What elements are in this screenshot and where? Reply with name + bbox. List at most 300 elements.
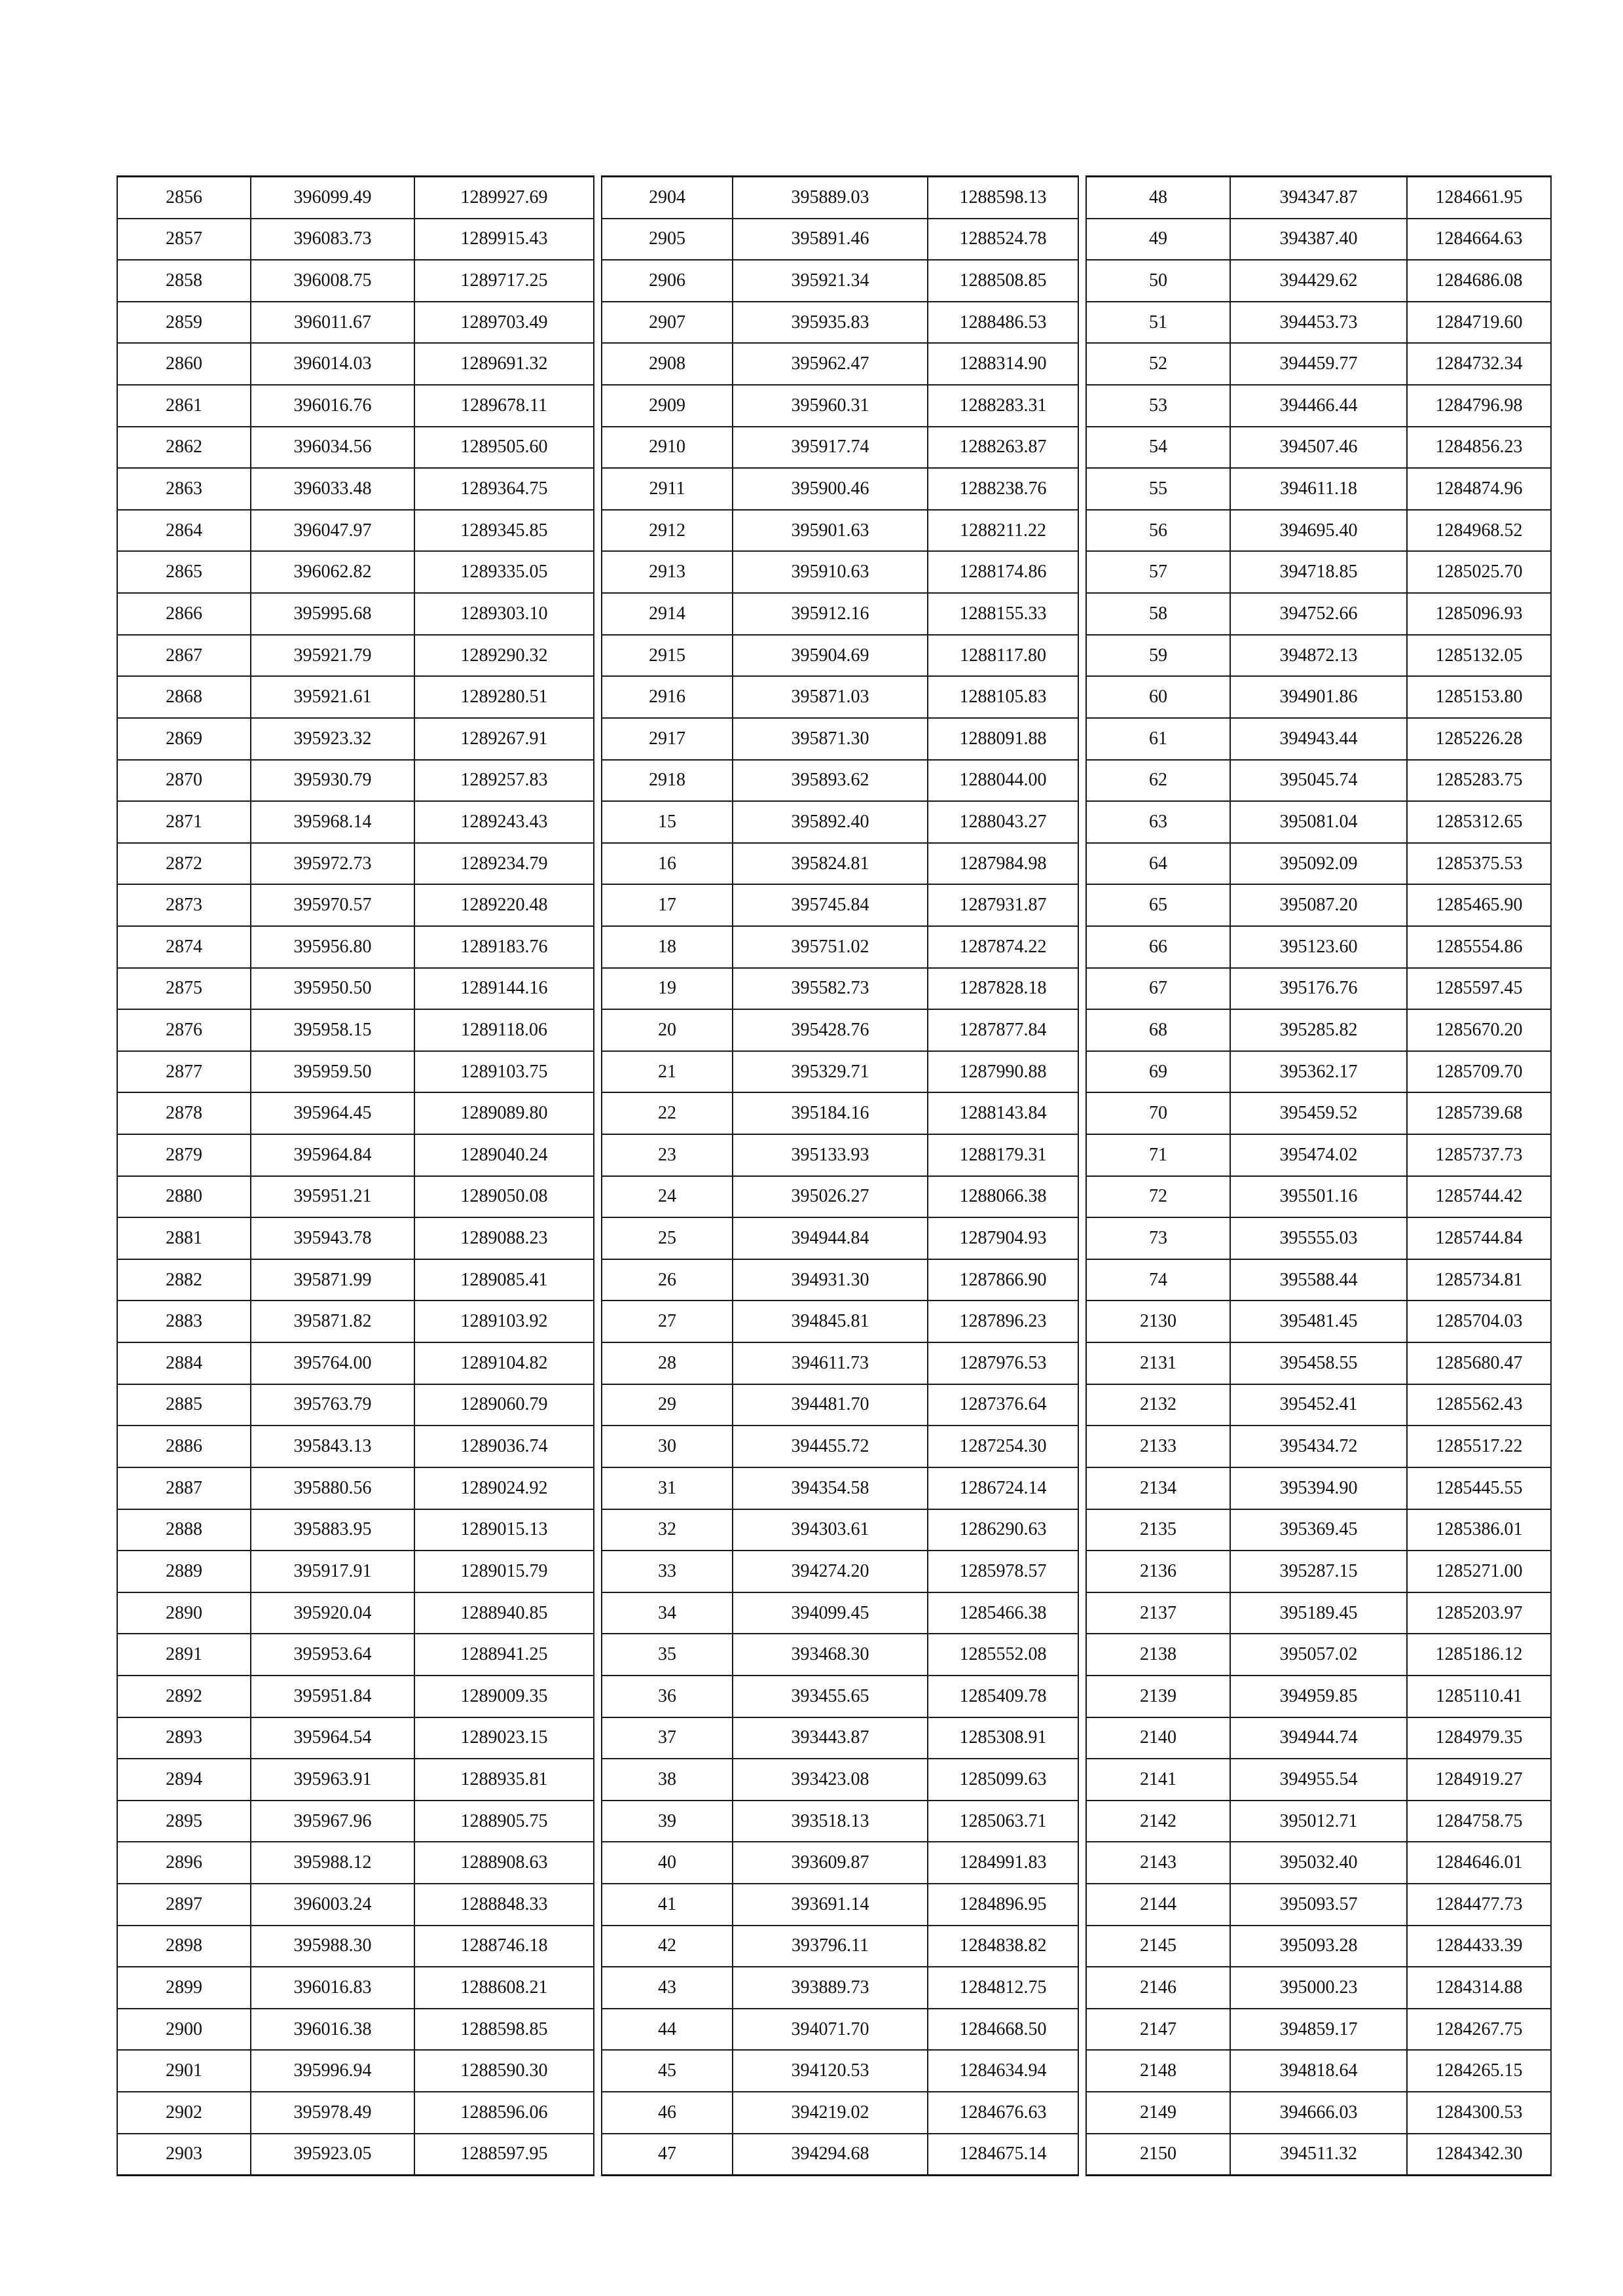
x-coordinate-cell: 395582.73	[733, 968, 928, 1010]
y-coordinate-cell: 1289089.80	[414, 1092, 594, 1134]
point-number-cell: 17	[602, 884, 733, 926]
x-coordinate-cell: 395920.04	[251, 1592, 414, 1634]
table-row	[117, 884, 594, 926]
table-row	[602, 1551, 1078, 1592]
point-number-cell: 2875	[117, 968, 251, 1010]
x-coordinate-cell: 395012.71	[1230, 1801, 1407, 1842]
x-coordinate-cell: 395967.96	[251, 1801, 414, 1842]
y-coordinate-cell: 1289023.15	[414, 1717, 594, 1759]
table-row	[602, 1384, 1078, 1426]
y-coordinate-cell: 1289036.74	[414, 1426, 594, 1467]
table-row	[1086, 1342, 1551, 1384]
x-coordinate-cell: 394511.32	[1230, 2134, 1407, 2176]
x-coordinate-cell: 394459.77	[1230, 343, 1407, 385]
table-row	[1086, 1092, 1551, 1134]
x-coordinate-cell: 395960.31	[733, 385, 928, 427]
y-coordinate-cell: 1288508.85	[928, 260, 1078, 302]
table-row	[602, 843, 1078, 885]
point-number-cell: 68	[1086, 1009, 1230, 1051]
point-number-cell: 2905	[602, 219, 733, 260]
y-coordinate-cell: 1288179.31	[928, 1134, 1078, 1176]
x-coordinate-cell: 395824.81	[733, 843, 928, 885]
x-coordinate-cell: 395953.64	[251, 1634, 414, 1676]
point-number-cell: 30	[602, 1426, 733, 1467]
table-row	[117, 801, 594, 843]
table-row	[117, 1134, 594, 1176]
table-row	[117, 343, 594, 385]
point-number-cell: 2130	[1086, 1300, 1230, 1342]
x-coordinate-cell: 395452.41	[1230, 1384, 1407, 1426]
point-number-cell: 2871	[117, 801, 251, 843]
x-coordinate-cell: 394944.84	[733, 1217, 928, 1259]
table-row	[117, 1384, 594, 1426]
y-coordinate-cell: 1288143.84	[928, 1092, 1078, 1134]
x-coordinate-cell: 393609.87	[733, 1842, 928, 1884]
point-number-cell: 2901	[117, 2050, 251, 2092]
x-coordinate-cell: 395891.46	[733, 219, 928, 260]
y-coordinate-cell: 1285099.63	[928, 1759, 1078, 1801]
y-coordinate-cell: 1285226.28	[1407, 718, 1551, 760]
x-coordinate-cell: 396047.97	[251, 510, 414, 552]
table-row	[1086, 1051, 1551, 1093]
table-row	[1086, 718, 1551, 760]
y-coordinate-cell: 1285132.05	[1407, 635, 1551, 677]
point-number-cell: 2858	[117, 260, 251, 302]
point-number-cell: 60	[1086, 676, 1230, 718]
x-coordinate-cell: 394695.40	[1230, 510, 1407, 552]
point-number-cell: 27	[602, 1300, 733, 1342]
table-row	[1086, 1717, 1551, 1759]
x-coordinate-cell: 395943.78	[251, 1217, 414, 1259]
x-coordinate-cell: 395362.17	[1230, 1051, 1407, 1093]
x-coordinate-cell: 394219.02	[733, 2092, 928, 2134]
table-row	[117, 1759, 594, 1801]
x-coordinate-cell: 395901.63	[733, 510, 928, 552]
table-row	[1086, 1217, 1551, 1259]
y-coordinate-cell: 1285283.75	[1407, 760, 1551, 802]
point-number-cell: 2909	[602, 385, 733, 427]
point-number-cell: 2132	[1086, 1384, 1230, 1426]
point-number-cell: 53	[1086, 385, 1230, 427]
point-number-cell: 2892	[117, 1676, 251, 1717]
y-coordinate-cell: 1289243.43	[414, 801, 594, 843]
x-coordinate-cell: 394347.87	[1230, 177, 1407, 219]
y-coordinate-cell: 1285186.12	[1407, 1634, 1551, 1676]
y-coordinate-cell: 1284433.39	[1407, 1926, 1551, 1967]
y-coordinate-cell: 1284664.63	[1407, 219, 1551, 260]
y-coordinate-cell: 1288314.90	[928, 343, 1078, 385]
point-number-cell: 2881	[117, 1217, 251, 1259]
y-coordinate-cell: 1284796.98	[1407, 385, 1551, 427]
x-coordinate-cell: 396008.75	[251, 260, 414, 302]
point-number-cell: 40	[602, 1842, 733, 1884]
table-row	[117, 2092, 594, 2134]
y-coordinate-cell: 1288940.85	[414, 1592, 594, 1634]
point-number-cell: 22	[602, 1092, 733, 1134]
x-coordinate-cell: 394507.46	[1230, 427, 1407, 469]
table-row	[1086, 1967, 1551, 2009]
table-row	[602, 635, 1078, 677]
y-coordinate-cell: 1287828.18	[928, 968, 1078, 1010]
table-row	[117, 1967, 594, 2009]
point-number-cell: 36	[602, 1676, 733, 1717]
y-coordinate-cell: 1285737.73	[1407, 1134, 1551, 1176]
table-row	[1086, 801, 1551, 843]
y-coordinate-cell: 1285739.68	[1407, 1092, 1551, 1134]
x-coordinate-cell: 394611.73	[733, 1342, 928, 1384]
x-coordinate-cell: 394387.40	[1230, 219, 1407, 260]
table-row	[602, 1759, 1078, 1801]
table-row	[602, 593, 1078, 635]
table-row	[602, 1217, 1078, 1259]
x-coordinate-cell: 394099.45	[733, 1592, 928, 1634]
x-coordinate-cell: 395964.45	[251, 1092, 414, 1134]
y-coordinate-cell: 1285554.86	[1407, 926, 1551, 968]
x-coordinate-cell: 395501.16	[1230, 1176, 1407, 1218]
x-coordinate-cell: 395951.84	[251, 1676, 414, 1717]
table-row	[1086, 760, 1551, 802]
x-coordinate-cell: 394845.81	[733, 1300, 928, 1342]
y-coordinate-cell: 1284838.82	[928, 1926, 1078, 1967]
y-coordinate-cell: 1289085.41	[414, 1259, 594, 1301]
point-number-cell: 2918	[602, 760, 733, 802]
y-coordinate-cell: 1285734.81	[1407, 1259, 1551, 1301]
point-number-cell: 15	[602, 801, 733, 843]
table-row	[117, 1426, 594, 1467]
point-number-cell: 74	[1086, 1259, 1230, 1301]
y-coordinate-cell: 1288155.33	[928, 593, 1078, 635]
x-coordinate-cell: 395893.62	[733, 760, 928, 802]
coordinate-table-right	[1085, 175, 1552, 2176]
y-coordinate-cell: 1288598.85	[414, 2009, 594, 2051]
x-coordinate-cell: 396003.24	[251, 1884, 414, 1926]
y-coordinate-cell: 1284856.23	[1407, 427, 1551, 469]
y-coordinate-cell: 1289290.32	[414, 635, 594, 677]
x-coordinate-cell: 395057.02	[1230, 1634, 1407, 1676]
y-coordinate-cell: 1288211.22	[928, 510, 1078, 552]
table-row	[602, 1717, 1078, 1759]
table-row	[602, 1967, 1078, 2009]
table-row	[117, 760, 594, 802]
table-row	[1086, 1926, 1551, 1967]
table-row	[117, 2050, 594, 2092]
point-number-cell: 29	[602, 1384, 733, 1426]
y-coordinate-cell: 1289257.83	[414, 760, 594, 802]
y-coordinate-cell: 1289104.82	[414, 1342, 594, 1384]
point-number-cell: 43	[602, 1967, 733, 2009]
x-coordinate-cell: 396099.49	[251, 177, 414, 219]
y-coordinate-cell: 1288263.87	[928, 427, 1078, 469]
table-row	[117, 427, 594, 469]
y-coordinate-cell: 1285670.20	[1407, 1009, 1551, 1051]
table-row	[117, 219, 594, 260]
y-coordinate-cell: 1284732.34	[1407, 343, 1551, 385]
y-coordinate-cell: 1289505.60	[414, 427, 594, 469]
y-coordinate-cell: 1289088.23	[414, 1217, 594, 1259]
x-coordinate-cell: 395951.21	[251, 1176, 414, 1218]
x-coordinate-cell: 395892.40	[733, 801, 928, 843]
x-coordinate-cell: 393691.14	[733, 1884, 928, 1926]
point-number-cell: 55	[1086, 468, 1230, 510]
point-number-cell: 72	[1086, 1176, 1230, 1218]
point-number-cell: 38	[602, 1759, 733, 1801]
y-coordinate-cell: 1289118.06	[414, 1009, 594, 1051]
table-row	[602, 1009, 1078, 1051]
point-number-cell: 65	[1086, 884, 1230, 926]
y-coordinate-cell: 1285386.01	[1407, 1509, 1551, 1551]
point-number-cell: 2900	[117, 2009, 251, 2051]
point-number-cell: 57	[1086, 551, 1230, 593]
table-row	[602, 510, 1078, 552]
y-coordinate-cell: 1284314.88	[1407, 1967, 1551, 2009]
point-number-cell: 2857	[117, 219, 251, 260]
point-number-cell: 2916	[602, 676, 733, 718]
y-coordinate-cell: 1285680.47	[1407, 1342, 1551, 1384]
point-number-cell: 61	[1086, 718, 1230, 760]
x-coordinate-cell: 395751.02	[733, 926, 928, 968]
point-number-cell: 52	[1086, 343, 1230, 385]
point-number-cell: 2904	[602, 177, 733, 219]
table-row	[602, 177, 1078, 219]
y-coordinate-cell: 1289364.75	[414, 468, 594, 510]
table-row	[117, 177, 594, 219]
table-row	[602, 468, 1078, 510]
y-coordinate-cell: 1284668.50	[928, 2009, 1078, 2051]
point-number-cell: 2878	[117, 1092, 251, 1134]
y-coordinate-cell: 1288608.21	[414, 1967, 594, 2009]
x-coordinate-cell: 395189.45	[1230, 1592, 1407, 1634]
table-row	[1086, 593, 1551, 635]
x-coordinate-cell: 395843.13	[251, 1426, 414, 1467]
x-coordinate-cell: 394294.68	[733, 2134, 928, 2176]
table-row	[1086, 1884, 1551, 1926]
y-coordinate-cell: 1289717.25	[414, 260, 594, 302]
point-number-cell: 2149	[1086, 2092, 1230, 2134]
point-number-cell: 46	[602, 2092, 733, 2134]
y-coordinate-cell: 1285465.90	[1407, 884, 1551, 926]
point-number-cell: 2912	[602, 510, 733, 552]
y-coordinate-cell: 1287990.88	[928, 1051, 1078, 1093]
table-row	[117, 1551, 594, 1592]
y-coordinate-cell: 1289050.08	[414, 1176, 594, 1218]
y-coordinate-cell: 1285552.08	[928, 1634, 1078, 1676]
x-coordinate-cell: 393455.65	[733, 1676, 928, 1717]
x-coordinate-cell: 395900.46	[733, 468, 928, 510]
y-coordinate-cell: 1289915.43	[414, 219, 594, 260]
table-row	[117, 926, 594, 968]
point-number-cell: 39	[602, 1801, 733, 1842]
table-row	[1086, 1676, 1551, 1717]
y-coordinate-cell: 1288105.83	[928, 676, 1078, 718]
table-row	[602, 676, 1078, 718]
point-number-cell: 25	[602, 1217, 733, 1259]
point-number-cell: 2862	[117, 427, 251, 469]
x-coordinate-cell: 395921.61	[251, 676, 414, 718]
y-coordinate-cell: 1285562.43	[1407, 1384, 1551, 1426]
table-row	[1086, 2092, 1551, 2134]
point-number-cell: 2147	[1086, 2009, 1230, 2051]
point-number-cell: 2917	[602, 718, 733, 760]
point-number-cell: 2885	[117, 1384, 251, 1426]
point-number-cell: 2903	[117, 2134, 251, 2176]
y-coordinate-cell: 1288746.18	[414, 1926, 594, 1967]
point-number-cell: 2863	[117, 468, 251, 510]
y-coordinate-cell: 1284477.73	[1407, 1884, 1551, 1926]
y-coordinate-cell: 1289040.24	[414, 1134, 594, 1176]
table-row	[1086, 260, 1551, 302]
x-coordinate-cell: 395093.28	[1230, 1926, 1407, 1967]
x-coordinate-cell: 395026.27	[733, 1176, 928, 1218]
y-coordinate-cell: 1284919.27	[1407, 1759, 1551, 1801]
x-coordinate-cell: 396062.82	[251, 551, 414, 593]
table-row	[1086, 2009, 1551, 2051]
table-row	[1086, 427, 1551, 469]
x-coordinate-cell: 395970.57	[251, 884, 414, 926]
point-number-cell: 20	[602, 1009, 733, 1051]
x-coordinate-cell: 394959.85	[1230, 1676, 1407, 1717]
point-number-cell: 2870	[117, 760, 251, 802]
point-number-cell: 2882	[117, 1259, 251, 1301]
point-number-cell: 49	[1086, 219, 1230, 260]
x-coordinate-cell: 394429.62	[1230, 260, 1407, 302]
table-row	[602, 760, 1078, 802]
table-row	[1086, 1592, 1551, 1634]
point-number-cell: 2144	[1086, 1884, 1230, 1926]
x-coordinate-cell: 394872.13	[1230, 635, 1407, 677]
table-row	[117, 385, 594, 427]
table-row	[1086, 1300, 1551, 1342]
x-coordinate-cell: 395871.30	[733, 718, 928, 760]
point-number-cell: 2883	[117, 1300, 251, 1342]
y-coordinate-cell: 1287904.93	[928, 1217, 1078, 1259]
y-coordinate-cell: 1284646.01	[1407, 1842, 1551, 1884]
y-coordinate-cell: 1287984.98	[928, 843, 1078, 885]
x-coordinate-cell: 395093.57	[1230, 1884, 1407, 1926]
y-coordinate-cell: 1289691.32	[414, 343, 594, 385]
x-coordinate-cell: 395964.54	[251, 1717, 414, 1759]
x-coordinate-cell: 395871.82	[251, 1300, 414, 1342]
table-row	[1086, 1009, 1551, 1051]
point-number-cell: 41	[602, 1884, 733, 1926]
x-coordinate-cell: 396014.03	[251, 343, 414, 385]
y-coordinate-cell: 1288486.53	[928, 302, 1078, 344]
point-number-cell: 71	[1086, 1134, 1230, 1176]
y-coordinate-cell: 1284979.35	[1407, 1717, 1551, 1759]
point-number-cell: 18	[602, 926, 733, 968]
point-number-cell: 45	[602, 2050, 733, 2092]
table-row	[602, 1342, 1078, 1384]
point-number-cell: 26	[602, 1259, 733, 1301]
y-coordinate-cell: 1289678.11	[414, 385, 594, 427]
point-number-cell: 2131	[1086, 1342, 1230, 1384]
y-coordinate-cell: 1284342.30	[1407, 2134, 1551, 2176]
x-coordinate-cell: 394481.70	[733, 1384, 928, 1426]
y-coordinate-cell: 1285445.55	[1407, 1467, 1551, 1509]
x-coordinate-cell: 396011.67	[251, 302, 414, 344]
point-number-cell: 2869	[117, 718, 251, 760]
x-coordinate-cell: 394453.73	[1230, 302, 1407, 344]
table-row	[117, 843, 594, 885]
x-coordinate-cell: 394455.72	[733, 1426, 928, 1467]
table-row	[117, 468, 594, 510]
table-row	[602, 884, 1078, 926]
table-row	[602, 1467, 1078, 1509]
x-coordinate-cell: 395963.91	[251, 1759, 414, 1801]
y-coordinate-cell: 1289183.76	[414, 926, 594, 968]
point-number-cell: 19	[602, 968, 733, 1010]
point-number-cell: 2143	[1086, 1842, 1230, 1884]
point-number-cell: 2865	[117, 551, 251, 593]
x-coordinate-cell: 393443.87	[733, 1717, 928, 1759]
y-coordinate-cell: 1284968.52	[1407, 510, 1551, 552]
table-row	[602, 260, 1078, 302]
y-coordinate-cell: 1288043.27	[928, 801, 1078, 843]
table-row	[117, 635, 594, 677]
table-row	[602, 1426, 1078, 1467]
point-number-cell: 63	[1086, 801, 1230, 843]
point-number-cell: 32	[602, 1509, 733, 1551]
x-coordinate-cell: 394955.54	[1230, 1759, 1407, 1801]
x-coordinate-cell: 394859.17	[1230, 2009, 1407, 2051]
y-coordinate-cell: 1289927.69	[414, 177, 594, 219]
x-coordinate-cell: 395921.34	[733, 260, 928, 302]
point-number-cell: 2915	[602, 635, 733, 677]
point-number-cell: 2133	[1086, 1426, 1230, 1467]
point-number-cell: 2139	[1086, 1676, 1230, 1717]
point-number-cell: 37	[602, 1717, 733, 1759]
point-number-cell: 2896	[117, 1842, 251, 1884]
y-coordinate-cell: 1285025.70	[1407, 551, 1551, 593]
x-coordinate-cell: 394666.03	[1230, 2092, 1407, 2134]
table-row	[117, 1509, 594, 1551]
table-row	[1086, 1842, 1551, 1884]
point-number-cell: 2893	[117, 1717, 251, 1759]
x-coordinate-cell: 394274.20	[733, 1551, 928, 1592]
x-coordinate-cell: 395045.74	[1230, 760, 1407, 802]
x-coordinate-cell: 395972.73	[251, 843, 414, 885]
x-coordinate-cell: 393518.13	[733, 1801, 928, 1842]
point-number-cell: 2859	[117, 302, 251, 344]
point-number-cell: 2884	[117, 1342, 251, 1384]
x-coordinate-cell: 395329.71	[733, 1051, 928, 1093]
x-coordinate-cell: 395369.45	[1230, 1509, 1407, 1551]
y-coordinate-cell: 1285203.97	[1407, 1592, 1551, 1634]
x-coordinate-cell: 395176.76	[1230, 968, 1407, 1010]
point-number-cell: 2889	[117, 1551, 251, 1592]
point-number-cell: 2150	[1086, 2134, 1230, 2176]
y-coordinate-cell: 1289335.05	[414, 551, 594, 593]
x-coordinate-cell: 395968.14	[251, 801, 414, 843]
x-coordinate-cell: 395950.50	[251, 968, 414, 1010]
x-coordinate-cell: 395133.93	[733, 1134, 928, 1176]
y-coordinate-cell: 1289009.35	[414, 1676, 594, 1717]
x-coordinate-cell: 394071.70	[733, 2009, 928, 2051]
y-coordinate-cell: 1284896.95	[928, 1884, 1078, 1926]
y-coordinate-cell: 1284991.83	[928, 1842, 1078, 1884]
y-coordinate-cell: 1289267.91	[414, 718, 594, 760]
y-coordinate-cell: 1285744.42	[1407, 1176, 1551, 1218]
point-number-cell: 21	[602, 1051, 733, 1093]
table-row	[117, 1300, 594, 1342]
x-coordinate-cell: 395394.90	[1230, 1467, 1407, 1509]
x-coordinate-cell: 395285.82	[1230, 1009, 1407, 1051]
table-row	[117, 551, 594, 593]
point-number-cell: 42	[602, 1926, 733, 1967]
point-number-cell: 44	[602, 2009, 733, 2051]
table-row	[117, 718, 594, 760]
table-row	[1086, 926, 1551, 968]
y-coordinate-cell: 1284634.94	[928, 2050, 1078, 2092]
